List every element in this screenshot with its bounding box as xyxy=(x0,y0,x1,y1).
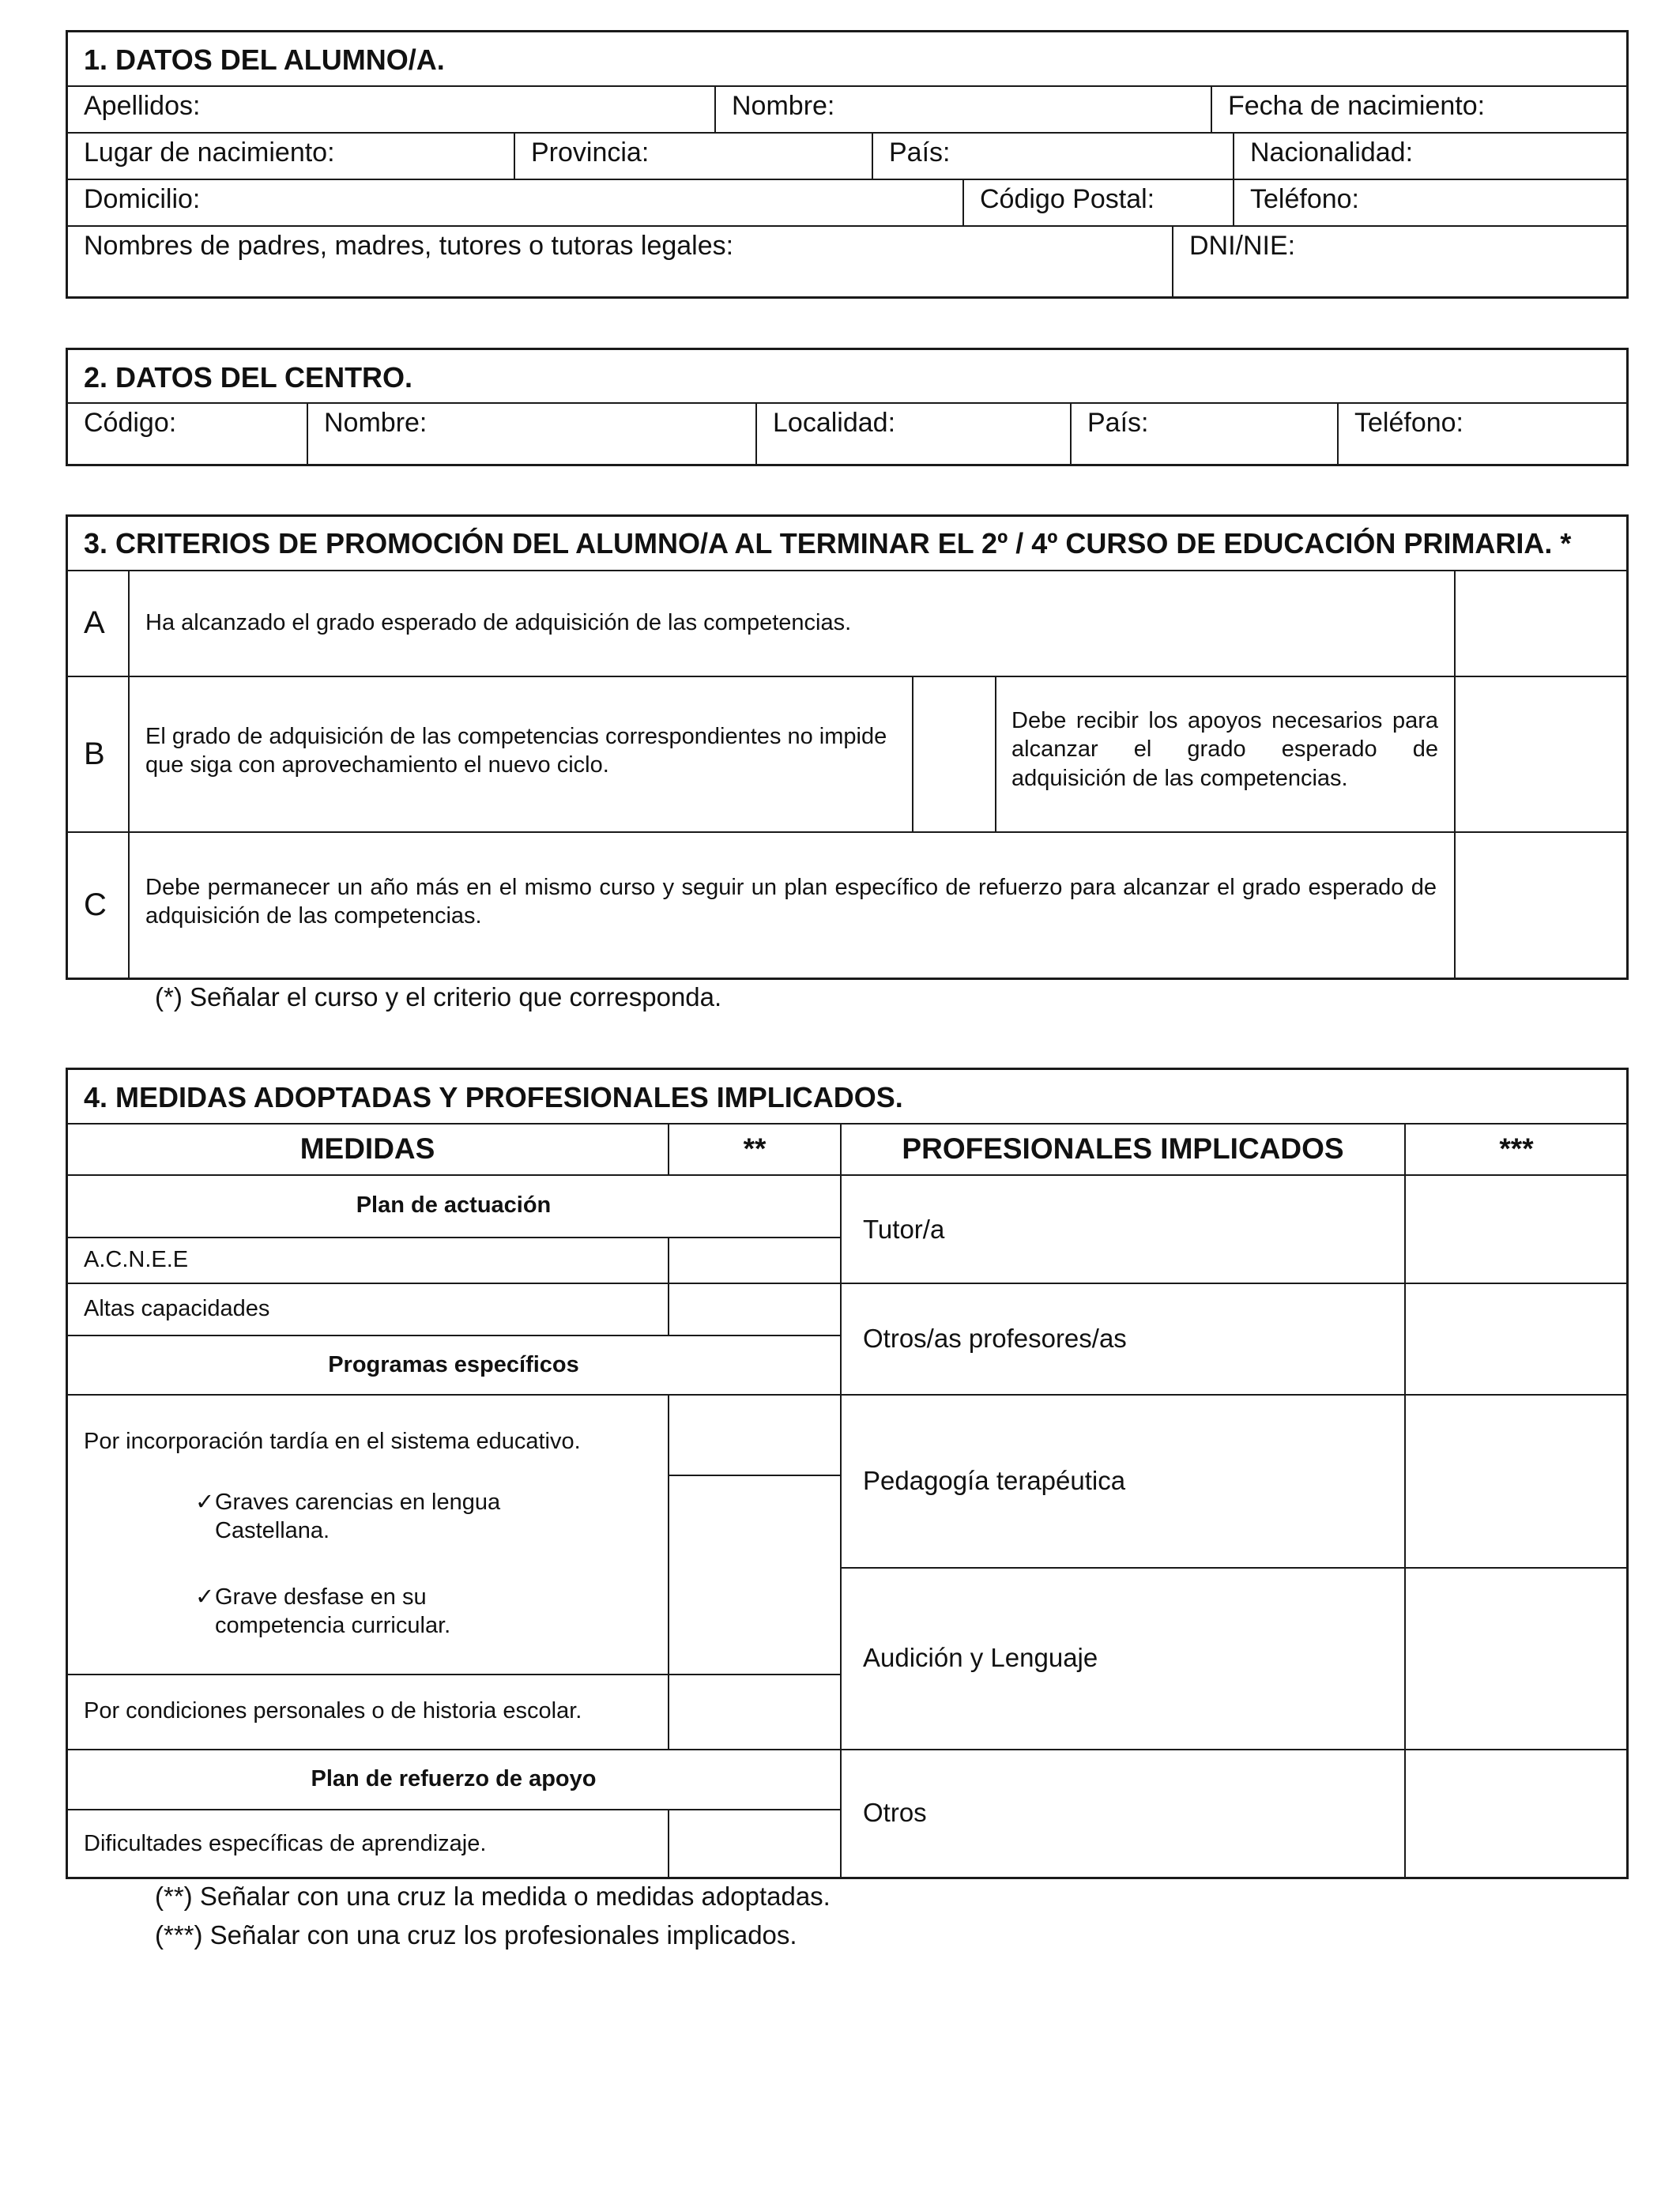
condiciones-personales-label: Por condiciones personales o de historia escolar. xyxy=(84,1698,582,1724)
section1-title: 1. DATOS DEL ALUMNO/A. xyxy=(84,43,445,76)
criterion-b-support-text: Debe recibir los apoyos necesarios para alcanzar el grado esperado de adquisición de las competencias. xyxy=(1011,708,1438,791)
acnee-label: A.C.N.E.E xyxy=(84,1247,189,1272)
divider xyxy=(66,132,1629,134)
section4-title: 4. MEDIDAS ADOPTADAS Y PROFESIONALES IMPLICADOS. xyxy=(84,1081,903,1113)
criterion-c-checkbox[interactable] xyxy=(1456,833,1626,978)
school-name-field[interactable]: Nombre: xyxy=(324,408,428,438)
criterion-c-letter: C xyxy=(84,887,107,922)
section3-title: 3. CRITERIOS DE PROMOCIÓN DEL ALUMNO/A AL TERMINAR EL 2º / 4º CURSO DE EDUCACIÓN PRIMARIA. * xyxy=(84,527,1572,559)
divider xyxy=(66,1123,1629,1125)
school-phone-field[interactable]: Teléfono: xyxy=(1354,408,1463,438)
divider xyxy=(66,1174,1629,1176)
column-header-professionals-mark: *** xyxy=(1499,1132,1534,1165)
surname-field[interactable]: Apellidos: xyxy=(84,91,201,121)
name-field[interactable]: Nombre: xyxy=(732,91,835,121)
divider xyxy=(66,225,1629,227)
audicion-checkbox[interactable] xyxy=(1406,1569,1627,1749)
criterion-b-text: El grado de adquisición de las competencias correspondientes no impide que siga con aprovechamiento el nuevo ciclo. xyxy=(145,724,887,778)
column-header-professionals: PROFESIONALES IMPLICADOS xyxy=(902,1132,1344,1165)
criterion-a-checkbox[interactable] xyxy=(1456,571,1626,674)
divider xyxy=(840,1123,842,1879)
pedagogia-label: Pedagogía terapéutica xyxy=(863,1466,1126,1495)
plan-refuerzo-heading: Plan de refuerzo de apoyo xyxy=(311,1766,597,1791)
province-field[interactable]: Provincia: xyxy=(531,138,650,168)
dificultades-label: Dificultades específicas de aprendizaje. xyxy=(84,1831,487,1856)
measures-footnote: (**) Señalar con una cruz la medida o medidas adoptadas. xyxy=(155,1882,831,1911)
otros-checkbox[interactable] xyxy=(1406,1750,1627,1878)
school-locality-field[interactable]: Localidad: xyxy=(773,408,896,438)
divider xyxy=(755,402,757,466)
criterion-a-text: Ha alcanzado el grado esperado de adquisición de las competencias. xyxy=(145,610,852,635)
divider xyxy=(128,570,130,980)
criterion-b-checkbox[interactable] xyxy=(913,677,993,830)
country-field[interactable]: País: xyxy=(889,138,951,168)
section4-frame xyxy=(66,1068,1629,1879)
divider xyxy=(995,676,996,831)
grave-desfase-checkbox[interactable] xyxy=(669,1580,840,1674)
criterion-a-letter: A xyxy=(84,605,105,640)
divider xyxy=(66,1335,840,1336)
graves-carencias-checkbox[interactable] xyxy=(669,1476,840,1580)
divider xyxy=(66,676,1629,677)
id-field[interactable]: DNI/NIE: xyxy=(1189,231,1296,261)
pedagogia-checkbox[interactable] xyxy=(1406,1396,1627,1567)
altas-capacidades-checkbox[interactable] xyxy=(669,1284,840,1335)
column-header-measures-mark: ** xyxy=(743,1132,767,1165)
tutor-label: Tutor/a xyxy=(863,1215,945,1244)
dificultades-checkbox[interactable] xyxy=(669,1810,840,1878)
divider xyxy=(307,402,308,466)
criteria-footnote: (*) Señalar el curso y el criterio que corresponda. xyxy=(155,982,722,1012)
section2-title: 2. DATOS DEL CENTRO. xyxy=(84,361,413,394)
programas-especificos-heading: Programas específicos xyxy=(328,1352,579,1377)
divider xyxy=(872,132,873,179)
school-code-field[interactable]: Código: xyxy=(84,408,177,438)
check-icon: ✓ xyxy=(195,1490,215,1515)
check-icon: ✓ xyxy=(195,1584,215,1610)
otros-profesores-label: Otros/as profesores/as xyxy=(863,1324,1127,1353)
nationality-field[interactable]: Nacionalidad: xyxy=(1250,138,1414,168)
acnee-checkbox[interactable] xyxy=(669,1238,840,1283)
phone-field[interactable]: Teléfono: xyxy=(1250,184,1359,214)
divider xyxy=(514,132,515,179)
condiciones-personales-checkbox[interactable] xyxy=(669,1675,840,1749)
criterion-b-letter: B xyxy=(84,736,105,771)
plan-actuacion-heading: Plan de actuación xyxy=(356,1192,552,1218)
incorporacion-tardia-label: Por incorporación tardía en el sistema educativo. xyxy=(84,1429,581,1454)
graves-carencias-label: Graves carencias en lengua Castellana. xyxy=(215,1490,501,1544)
divider xyxy=(1211,85,1212,132)
column-header-measures: MEDIDAS xyxy=(299,1132,435,1165)
divider xyxy=(1172,225,1173,299)
divider xyxy=(962,179,964,225)
otros-profesores-checkbox[interactable] xyxy=(1406,1284,1627,1394)
incorporacion-tardia-checkbox[interactable] xyxy=(669,1396,840,1475)
otros-label: Otros xyxy=(863,1798,927,1827)
divider xyxy=(66,179,1629,180)
birth-date-field[interactable]: Fecha de nacimiento: xyxy=(1228,91,1486,121)
divider xyxy=(66,570,1629,571)
criterion-c-text: Debe permanecer un año más en el mismo curso y seguir un plan específico de refuerzo para alcanzar el grado esperado de adquisición de las competencias. xyxy=(145,875,1437,929)
altas-capacidades-label: Altas capacidades xyxy=(84,1296,270,1321)
divider xyxy=(66,831,1629,833)
tutor-checkbox[interactable] xyxy=(1406,1176,1627,1283)
divider xyxy=(66,402,1629,404)
postal-code-field[interactable]: Código Postal: xyxy=(980,184,1155,214)
school-country-field[interactable]: País: xyxy=(1087,408,1149,438)
address-field[interactable]: Domicilio: xyxy=(84,184,201,214)
divider xyxy=(66,1749,840,1750)
guardians-field[interactable]: Nombres de padres, madres, tutores o tutoras legales: xyxy=(84,231,734,261)
audicion-label: Audición y Lenguaje xyxy=(863,1643,1098,1672)
criterion-b-support-checkbox[interactable] xyxy=(1456,677,1626,830)
divider xyxy=(66,85,1629,87)
divider xyxy=(1070,402,1072,466)
grave-desfase-label: Grave desfase en su competencia curricular. xyxy=(215,1584,451,1639)
professionals-footnote: (***) Señalar con una cruz los profesionales implicados. xyxy=(155,1920,797,1950)
birthplace-field[interactable]: Lugar de nacimiento: xyxy=(84,138,335,168)
divider xyxy=(714,85,716,132)
divider xyxy=(1337,402,1339,466)
divider xyxy=(1233,132,1234,225)
